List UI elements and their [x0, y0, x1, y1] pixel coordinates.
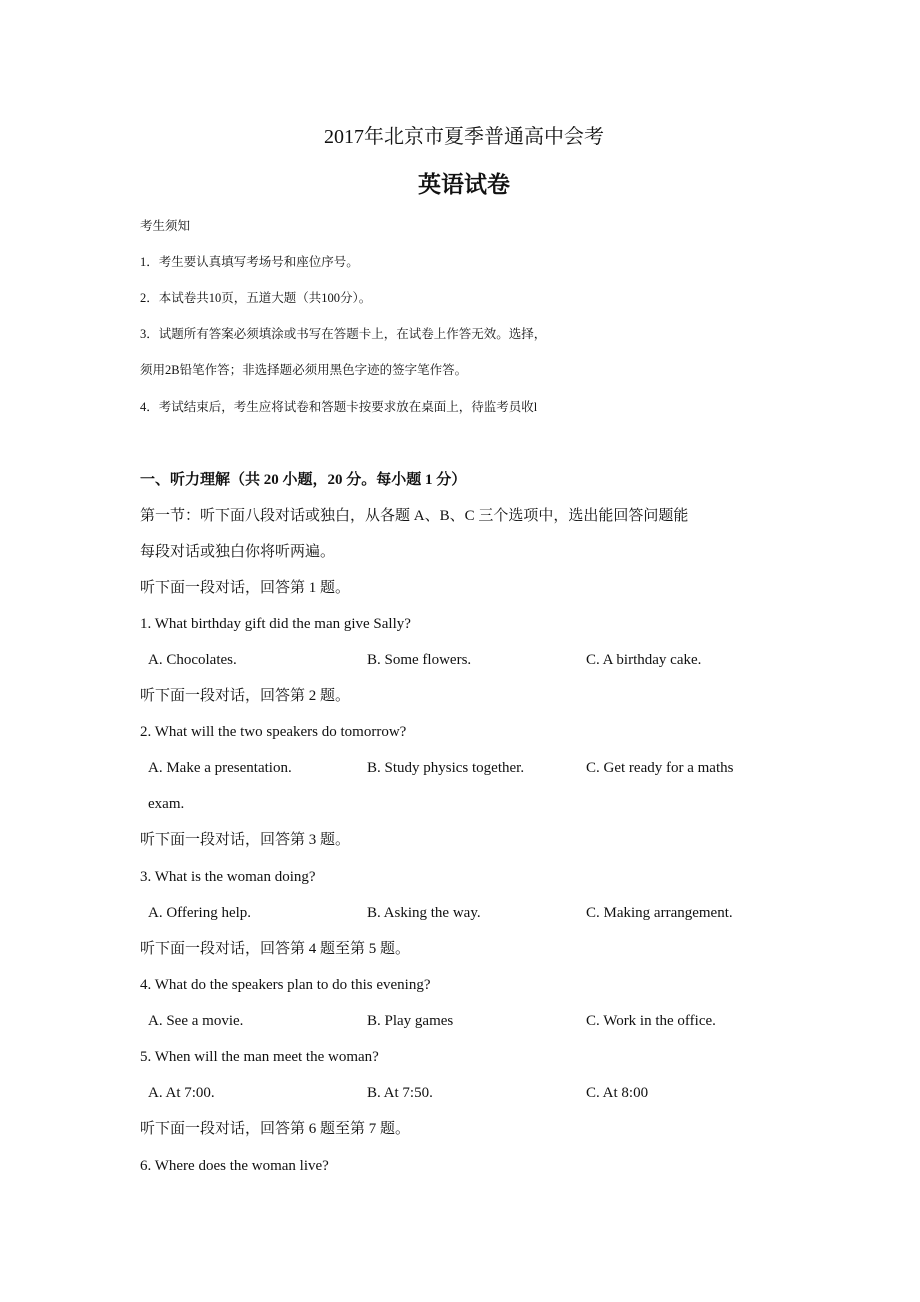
option-b: B. Asking the way. [367, 905, 481, 921]
notice-item: 须用2B铅笔作答；非选择题必须用黑色字迹的签字笔作答。 [140, 363, 468, 377]
option-a: A. Chocolates. [148, 652, 237, 668]
listening-prompt: 听下面一段对话，回答第 2 题。 [140, 688, 351, 704]
question-2: 2. What will the two speakers do tomorrow? [140, 724, 407, 740]
option-c: C. Get ready for a maths [586, 760, 734, 776]
option-c: C. Work in the office. [586, 1013, 716, 1029]
question-6: 6. Where does the woman live? [140, 1158, 329, 1174]
listening-prompt: 听下面一段对话，回答第 1 题。 [140, 580, 351, 596]
option-a: A. Offering help. [148, 905, 252, 921]
question-3: 3. What is the woman doing? [140, 869, 316, 885]
option-c: C. A birthday cake. [586, 652, 702, 668]
listening-prompt: 听下面一段对话，回答第 3 题。 [140, 832, 351, 848]
listening-prompt: 听下面一段对话，回答第 4 题至第 5 题。 [140, 941, 411, 957]
listening-prompt: 听下面一段对话，回答第 6 题至第 7 题。 [140, 1121, 411, 1137]
option-b: B. At 7:50. [367, 1085, 433, 1101]
option-b: B. Some flowers. [367, 652, 472, 668]
question-4: 4. What do the speakers plan to do this evening? [140, 977, 431, 993]
section-instruction: 第一节：听下面八段对话或独白，从各题 A、B、C 三个选项中，选出能回答问题能 [140, 508, 689, 524]
notice-heading: 考生须知 [140, 219, 191, 233]
option-c-continued: exam. [148, 796, 185, 812]
exam-subtitle: 英语试卷 [418, 172, 510, 197]
question-1: 1. What birthday gift did the man give Sally? [140, 616, 411, 632]
exam-title: 2017年北京市夏季普通高中会考 [324, 126, 604, 148]
notice-item: 3．试题所有答案必须填涂或书写在答题卡上，在试卷上作答无效。选择， [140, 327, 547, 341]
option-b: B. Play games [367, 1013, 454, 1029]
option-a: A. See a movie. [148, 1013, 244, 1029]
question-5: 5. When will the man meet the woman? [140, 1049, 379, 1065]
notice-item: 1．考生要认真填写考场号和座位序号。 [140, 255, 359, 269]
section-heading: 一、听力理解（共 20 小题，20 分。每小题 1 分） [140, 472, 467, 488]
option-c: C. At 8:00 [586, 1085, 649, 1101]
option-b: B. Study physics together. [367, 760, 525, 776]
option-a: A. Make a presentation. [148, 760, 292, 776]
notice-item: 4．考试结束后，考生应将试卷和答题卡按要求放在桌面上，待监考员收l [140, 400, 538, 414]
option-a: A. At 7:00. [148, 1085, 215, 1101]
option-c: C. Making arrangement. [586, 905, 733, 921]
section-instruction: 每段对话或独白你将听两遍。 [140, 544, 336, 560]
notice-item: 2．本试卷共10页，五道大题（共100分）。 [140, 291, 372, 305]
